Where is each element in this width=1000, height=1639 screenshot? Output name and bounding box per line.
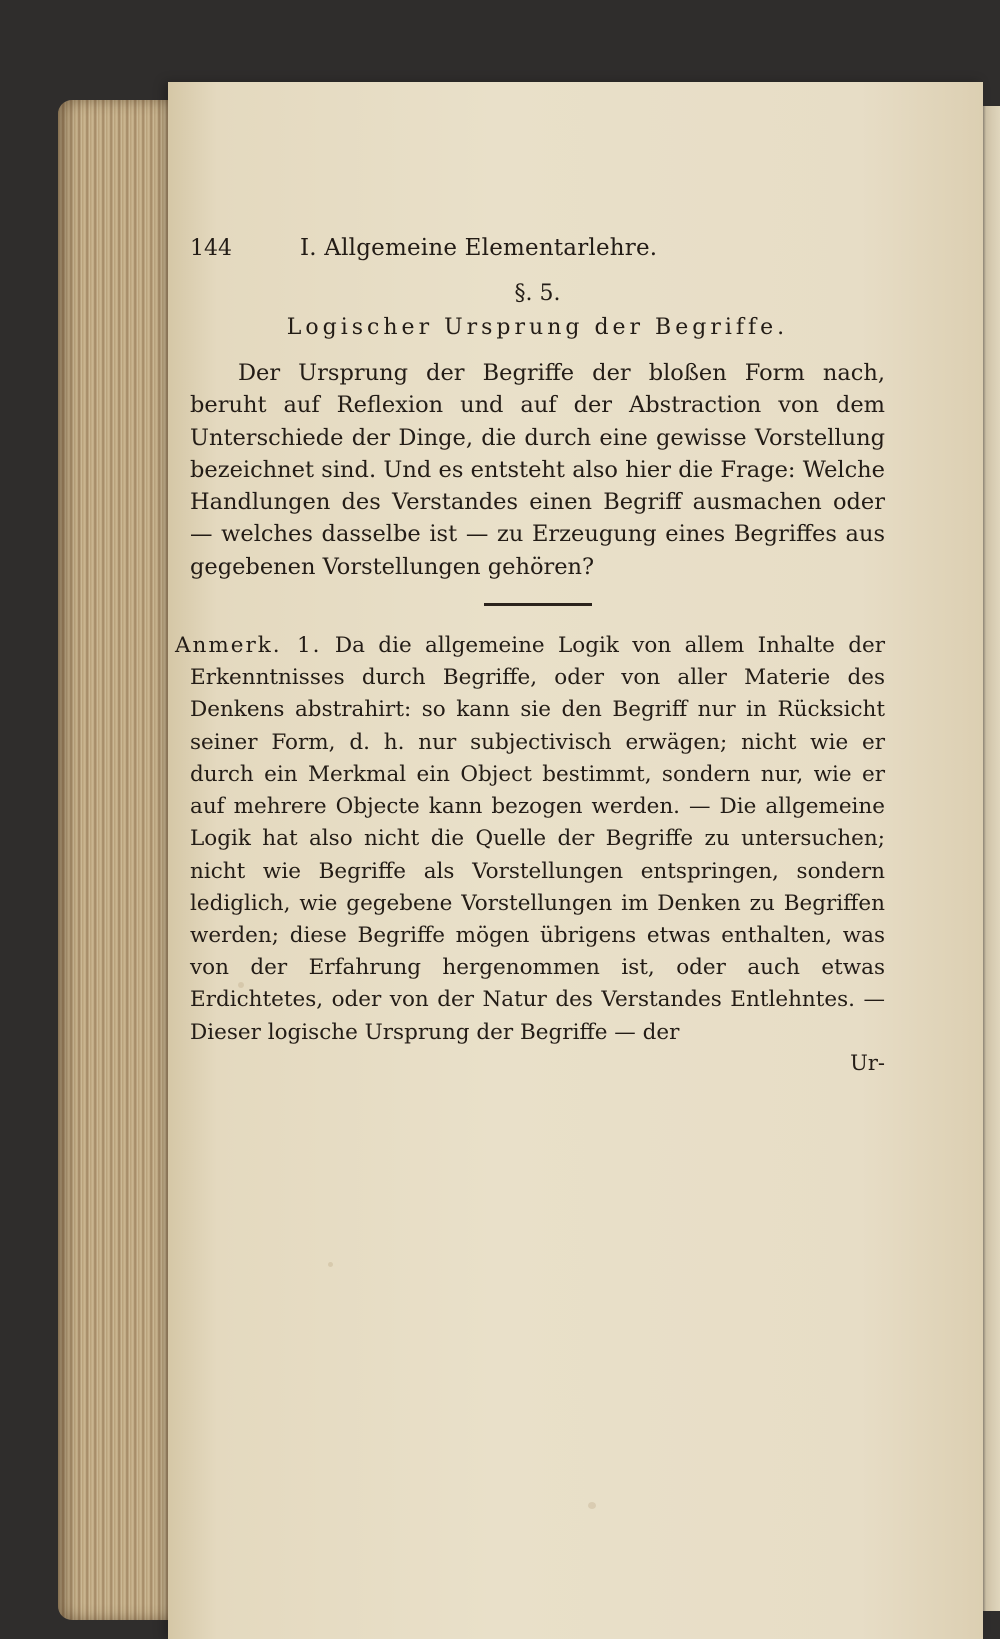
- page-edges: [58, 100, 180, 1620]
- note-label: Anmerk. 1.: [175, 633, 322, 659]
- main-paragraph: Der Ursprung der Begriffe der bloßen Form nach, beruht auf Reflexion und auf der Abstraction von dem Unterschiede der Dinge, die durch eine gewisse Vorstellung bezeichnet sind. Und es entsteht also hier die Frage: Welche Handlungen des Verstandes einen Begriff ausmachen oder — welches dasselbe ist — zu Erzeugung eines Begriffes aus gegebenen Vorstellungen gehören?: [190, 360, 885, 580]
- section-title: Logischer Ursprung der Begriffe.: [286, 315, 789, 340]
- page-number: 144: [190, 236, 232, 261]
- section-number: §. 5.: [514, 281, 561, 306]
- neighbor-page-edge: [980, 106, 1000, 1611]
- section-divider: [484, 603, 592, 606]
- paper-spot: [588, 1502, 596, 1509]
- note-paragraph: [175, 630, 885, 1049]
- page-text: [175, 235, 885, 1075]
- paper-spot: [328, 1262, 333, 1267]
- running-head: [190, 235, 885, 271]
- note-text: Da die allgemeine Logik von allem Inhalte der Erkenntnisses durch Begriffe, oder von aller Materie des Denkens abstrahirt: so kann sie den Begriff nur in Rücksicht seiner Form, d. h. nur subjectivisch erwägen; nicht wie er durch ein Merkmal ein Object bestimmt, sondern nur, wie er auf mehrere Objecte kann bezogen werden. — Die allgemeine Logik hat also nicht die Quelle der Begriffe zu untersuchen; nicht wie Begriffe als Vorstellungen entspringen, sondern lediglich, wie gegebene Vorstellungen im Denken zu Begriffen werden; diese Begriffe mögen übrigens etwas enthalten, was von der Erfahrung hergenommen ist, oder auch etwas Erdichtetes, oder von der Natur des Verstandes Entlehntes. — Dieser logische Ursprung der Begriffe — der: [190, 633, 885, 1045]
- running-head-title: I. Allgemeine Elementarlehre.: [300, 235, 658, 261]
- catchword: Ur-: [850, 1050, 885, 1075]
